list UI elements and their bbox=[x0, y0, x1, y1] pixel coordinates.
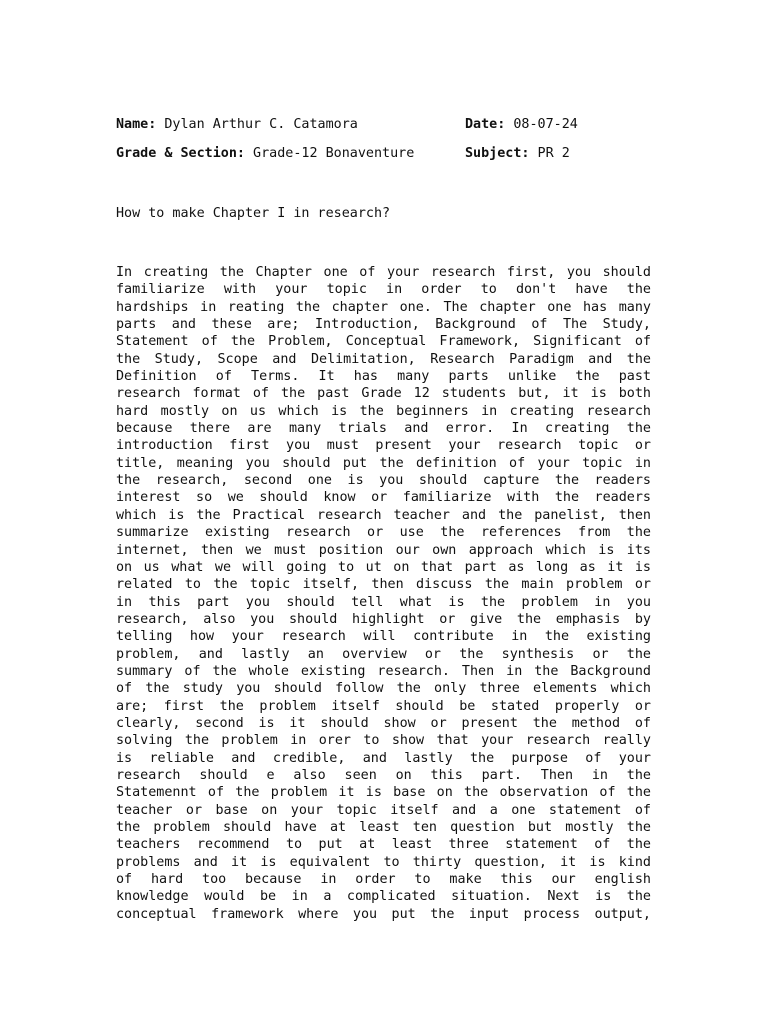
grade-section-value: Grade-12 Bonaventure bbox=[245, 146, 415, 161]
essay-line: of the study you should follow the only three elements which bbox=[116, 681, 651, 697]
essay-line: research format of the past Grade 12 students but, it is both bbox=[116, 386, 651, 402]
essay-line: teachers recommend to put at least three statement of the bbox=[116, 837, 651, 853]
header-row-grade-subject bbox=[116, 145, 656, 163]
essay-line: conceptual framework where you put the input process output, bbox=[116, 906, 651, 922]
essay-line: teacher or base on your topic itself and a one statement of bbox=[116, 802, 651, 818]
essay-line: Statement of the Problem, Conceptual Framework, Significant of bbox=[116, 334, 651, 350]
name-field bbox=[116, 116, 358, 134]
question-heading: How to make Chapter I in research? bbox=[116, 206, 391, 221]
essay-line: introduction first you must present your research topic or bbox=[116, 438, 651, 454]
name-label: Name: bbox=[116, 117, 157, 132]
subject-label: Subject: bbox=[465, 146, 530, 161]
essay-line: of hard too because in order to make this our english bbox=[116, 872, 651, 888]
essay-line: are; first the problem itself should be stated properly or bbox=[116, 698, 651, 714]
essay-line: summary of the whole existing research. Then in the Background bbox=[116, 663, 651, 679]
essay-line: hard mostly on us which is the beginners in creating research bbox=[116, 403, 651, 419]
essay-line: is reliable and credible, and lastly the purpose of your bbox=[116, 750, 651, 766]
essay-line: problem, and lastly an overview or the synthesis or the bbox=[116, 646, 651, 662]
name-value: Dylan Arthur C. Catamora bbox=[156, 117, 358, 132]
essay-line: familiarize with your topic in order to don't have the bbox=[116, 282, 651, 298]
grade-section-label: Grade & Section: bbox=[116, 146, 245, 161]
essay-line: solving the problem in orer to show that your research really bbox=[116, 733, 651, 749]
essay-line: hardships in reating the chapter one. The chapter one has many bbox=[116, 299, 651, 315]
essay-line: research, also you should highlight or give the emphasis by bbox=[116, 611, 651, 627]
date-field bbox=[465, 116, 578, 134]
grade-section-field bbox=[116, 145, 414, 163]
subject-field bbox=[465, 145, 570, 163]
essay-line: related to the topic itself, then discuss the main problem or bbox=[116, 577, 651, 593]
essay-line: the research, second one is you should capture the readers bbox=[116, 473, 651, 489]
header-row-name-date bbox=[116, 116, 656, 134]
date-label: Date: bbox=[465, 117, 506, 132]
essay-line: Statemennt of the problem it is base on the observation of the bbox=[116, 785, 651, 801]
subject-value: PR 2 bbox=[529, 146, 570, 161]
essay-line: internet, then we must position our own approach which is its bbox=[116, 542, 651, 558]
essay-line: interest so we should know or familiarize with the readers bbox=[116, 490, 651, 506]
essay-line: because there are many trials and error. In creating the bbox=[116, 421, 651, 437]
essay-line: which is the Practical research teacher and the panelist, then bbox=[116, 507, 651, 523]
essay-line: telling how your research will contribute in the existing bbox=[116, 629, 651, 645]
essay-line: research should e also seen on this part. Then in the bbox=[116, 767, 651, 783]
date-value: 08-07-24 bbox=[505, 117, 578, 132]
essay-line: title, meaning you should put the definition of your topic in bbox=[116, 455, 651, 471]
essay-body bbox=[116, 264, 651, 923]
essay-line: problems and it is equivalent to thirty question, it is kind bbox=[116, 854, 651, 870]
essay-line: In creating the Chapter one of your research first, you should bbox=[116, 265, 651, 280]
essay-line: the Study, Scope and Delimitation, Research Paradigm and the bbox=[116, 351, 651, 367]
essay-line: the problem should have at least ten question but mostly the bbox=[116, 820, 651, 835]
essay-line: summarize existing research or use the references from the bbox=[116, 525, 651, 541]
essay-line: Definition of Terms. It has many parts unlike the past bbox=[116, 369, 651, 385]
essay-line: clearly, second is it should show or present the method of bbox=[116, 715, 651, 731]
essay-line: in this part you should tell what is the problem in you bbox=[116, 594, 651, 610]
essay-line: parts and these are; Introduction, Background of The Study, bbox=[116, 317, 651, 333]
essay-line: on us what we will going to ut on that part as long as it is bbox=[116, 559, 651, 575]
essay-line: knowledge would be in a complicated situation. Next is the bbox=[116, 889, 651, 905]
